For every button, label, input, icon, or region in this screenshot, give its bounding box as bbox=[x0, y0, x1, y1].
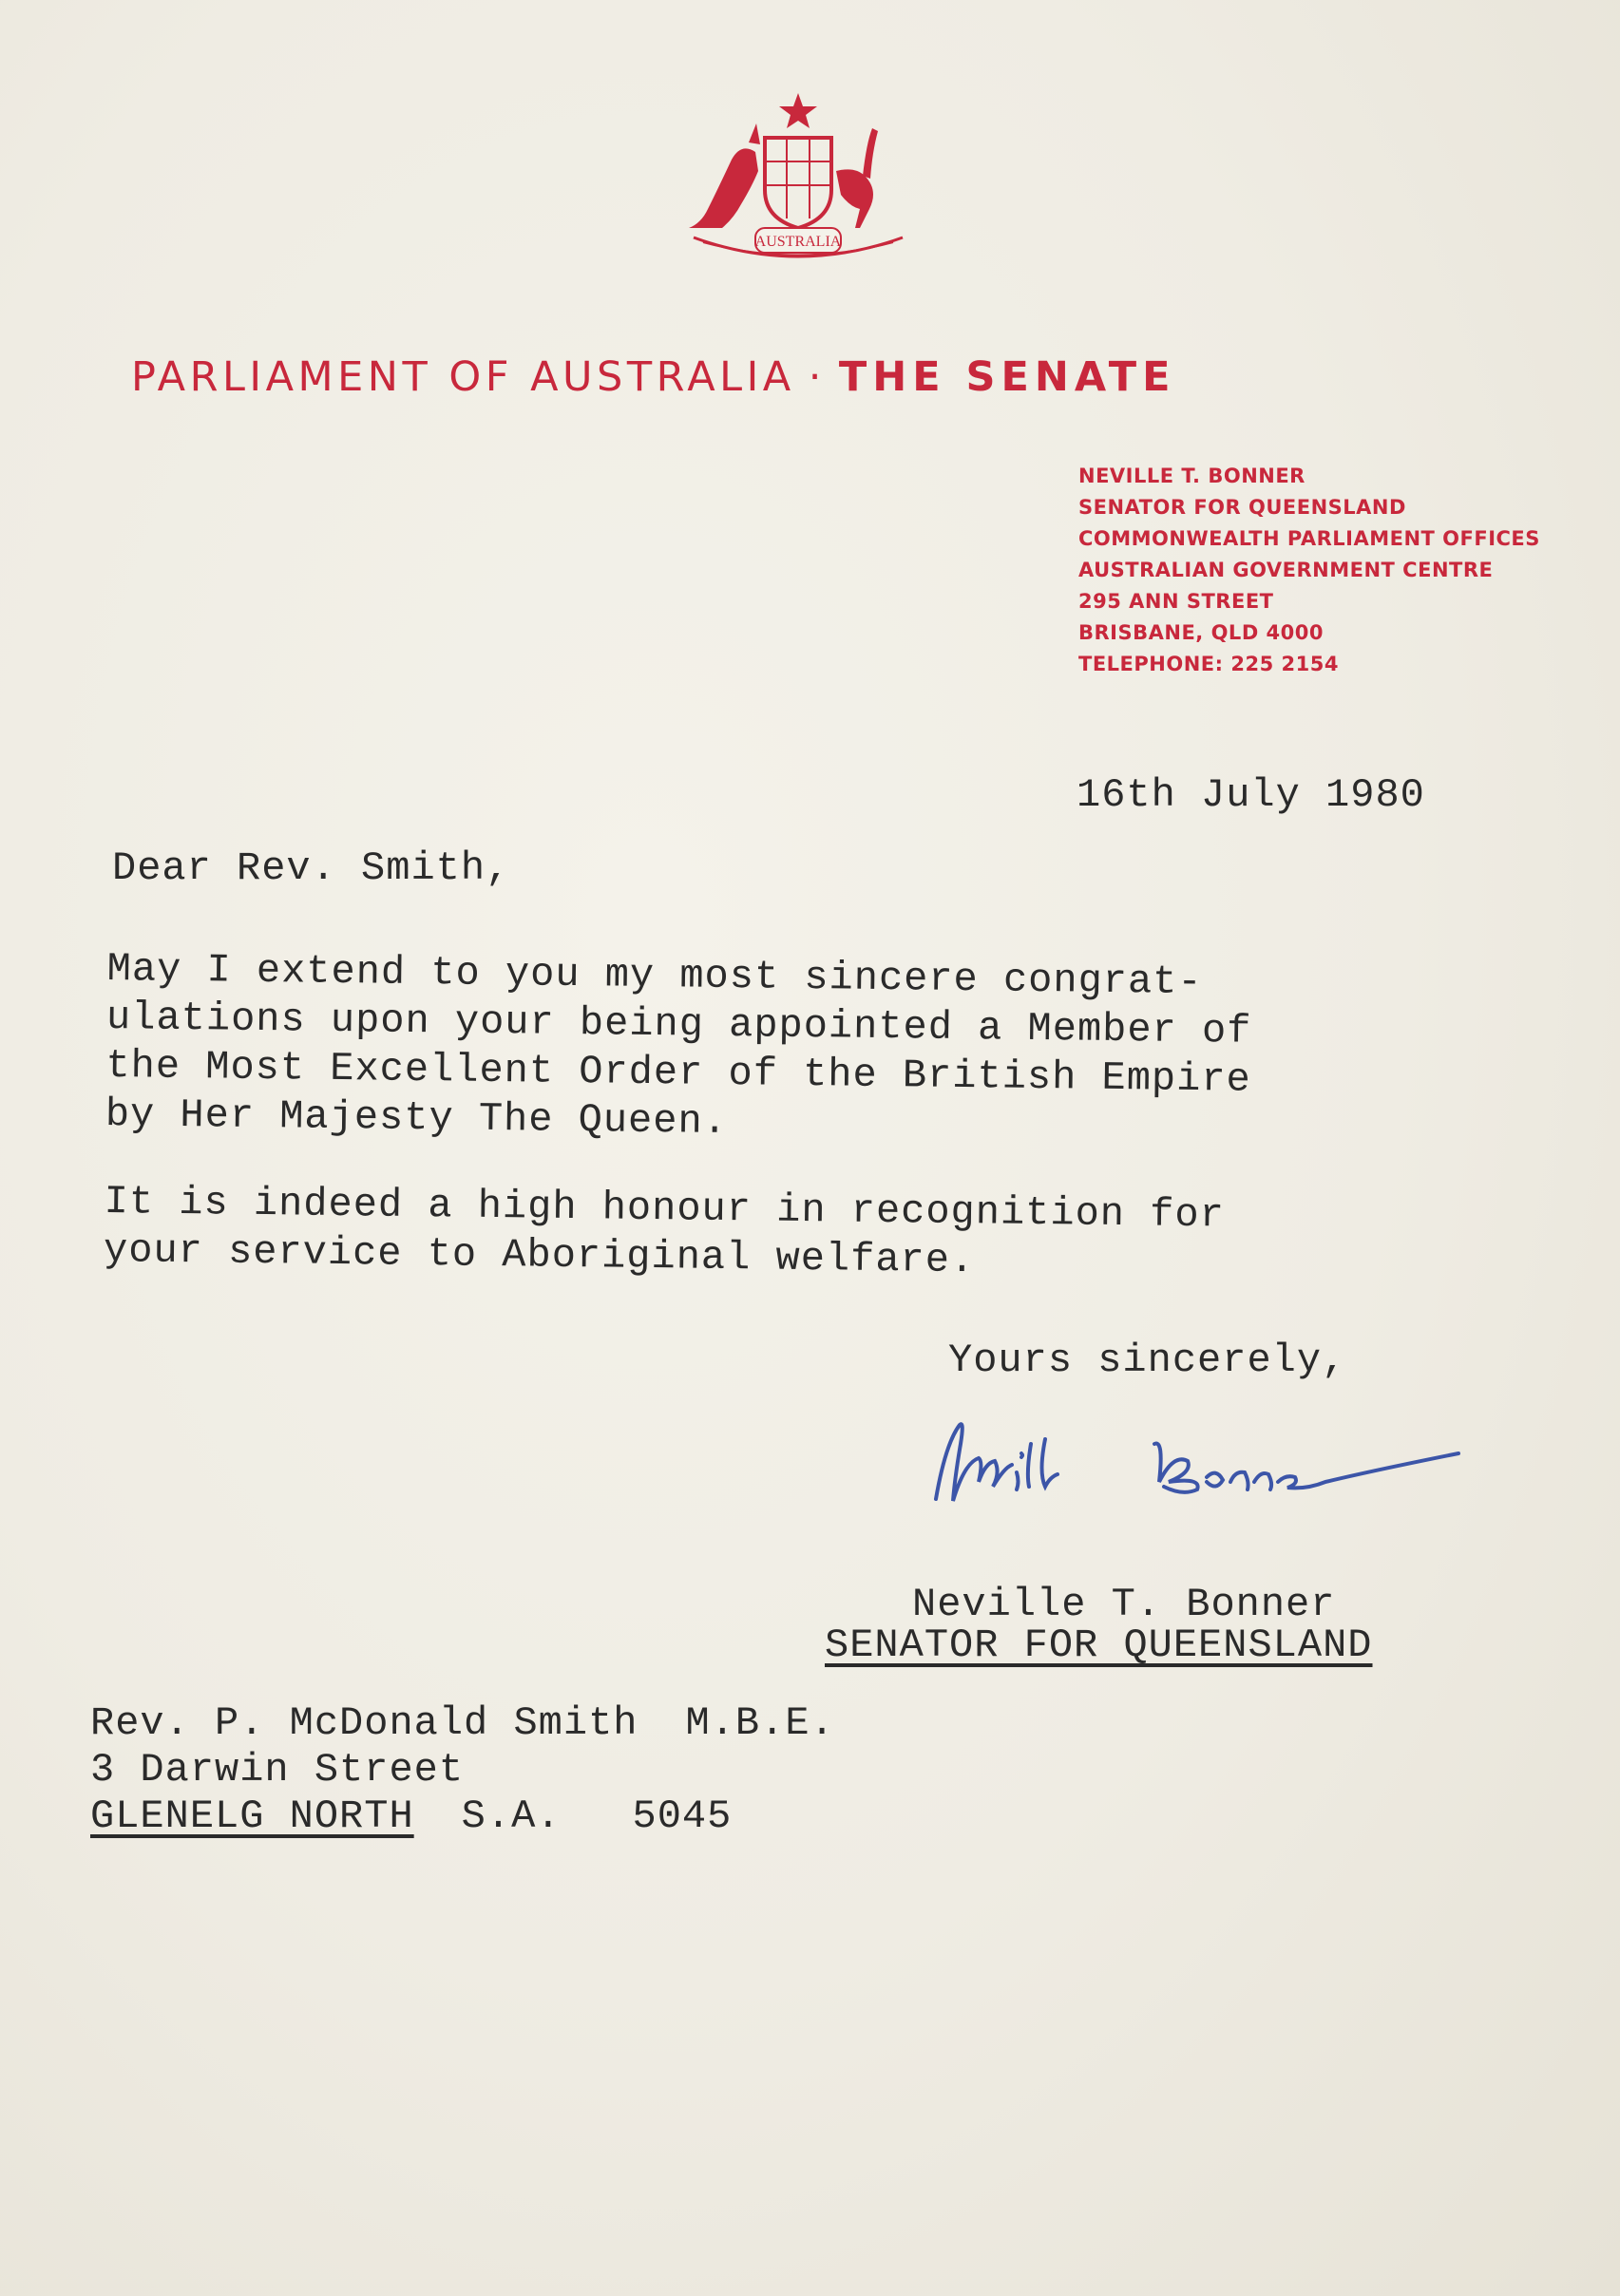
signatory-name: Neville T. Bonner bbox=[912, 1582, 1336, 1627]
body-line: by Her Majesty The Queen. bbox=[105, 1091, 729, 1145]
office-line: AUSTRALIAN GOVERNMENT CENTRE bbox=[1078, 559, 1494, 581]
office-line: BRISBANE, QLD 4000 bbox=[1078, 621, 1325, 644]
office-line: NEVILLE T. BONNER bbox=[1078, 465, 1306, 487]
recipient-name: Rev. P. McDonald Smith bbox=[90, 1700, 638, 1746]
office-line: COMMONWEALTH PARLIAMENT OFFICES bbox=[1078, 527, 1540, 550]
body-line: the Most Excellent Order of the British Empire bbox=[105, 1042, 1252, 1103]
office-line: 295 ANN STREET bbox=[1078, 590, 1274, 613]
office-address-block bbox=[1078, 461, 1540, 680]
recipient-address bbox=[90, 1700, 835, 1840]
body-line: your service to Aboriginal welfare. bbox=[103, 1226, 976, 1284]
parliament-title: PARLIAMENT OF AUSTRALIA bbox=[131, 353, 795, 401]
body-line: May I extend to you my most sincere congrat- bbox=[106, 945, 1203, 1006]
senate-title: THE SENATE bbox=[838, 353, 1176, 401]
recipient-suburb: GLENELG NORTH bbox=[90, 1793, 414, 1839]
body-paragraph-1 bbox=[105, 945, 1253, 1153]
office-line: SENATOR FOR QUEENSLAND bbox=[1078, 496, 1406, 519]
salutation: Dear Rev. Smith, bbox=[112, 845, 511, 891]
body-line: ulations upon your being appointed a Member of bbox=[105, 994, 1252, 1054]
office-line: TELEPHONE: 225 2154 bbox=[1078, 653, 1339, 675]
handwritten-signature bbox=[926, 1387, 1468, 1529]
recipient-street: 3 Darwin Street bbox=[90, 1747, 465, 1793]
coat-of-arms-icon bbox=[665, 85, 931, 275]
signatory-title: SENATOR FOR QUEENSLAND bbox=[825, 1622, 1373, 1668]
body-line: It is indeed a high honour in recognition for bbox=[104, 1178, 1226, 1239]
crest-label: AUSTRALIA bbox=[754, 234, 842, 250]
closing: Yours sincerely, bbox=[948, 1338, 1347, 1383]
recipient-name-line bbox=[90, 1700, 835, 1747]
recipient-postcode: 5045 bbox=[632, 1793, 733, 1839]
masthead-separator: · bbox=[808, 353, 826, 401]
letter-date: 16th July 1980 bbox=[1077, 772, 1425, 818]
recipient-honour: M.B.E. bbox=[685, 1700, 835, 1746]
body-paragraph-2 bbox=[104, 1178, 1225, 1288]
recipient-suburb-line bbox=[90, 1793, 835, 1840]
letterhead-masthead bbox=[131, 353, 1480, 401]
recipient-state: S.A. bbox=[461, 1793, 562, 1839]
